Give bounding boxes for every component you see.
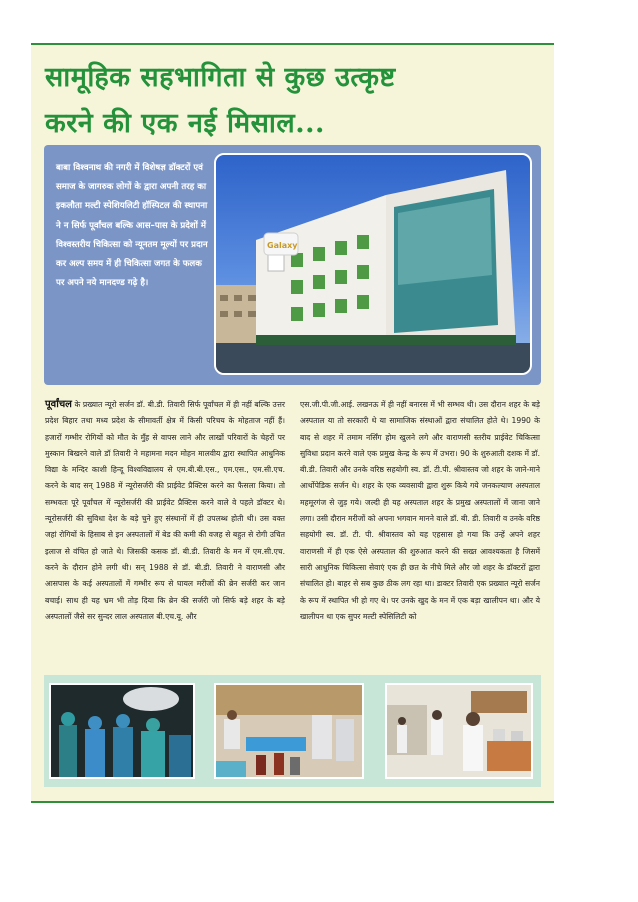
building-illustration [216, 155, 530, 373]
surgery-team-photo [49, 683, 195, 779]
pathology-lab-photo [385, 683, 533, 779]
article-body [45, 397, 540, 677]
article-left-text: के प्रख्यात न्यूरो सर्जन डॉ. बी.डी. तिवारी सिर्फ पूर्वांचल में ही नहीं बल्कि उत्तर प्रदेश बिहार तथा मध्य प्रदेश के सीमावर्ती क्षेत्र में किसी परिचय के मोहताज नहीं हैं। हजारों गम्भीर रोगियों को मौत के मुँह से वापस लाने और लाखों परिवारों के चेहरों पर मुस्कान बिखरने वाले डॉ तिवारी ने महामना मदन मोहन मालवीय द्वारा स्थापित आधुनिक विद्या के मन्दिर काशी हिन्दू विश्वविद्यालय से एम.बी.बी.एस., एम.एस., एम.सी.एच. करने के बाद सन् 1988 में न्यूरोसर्जरी की प्राईवेट प्रैक्टिस करने का फैसला किया। तो सम्भवतः पूरे पूर्वांचल में न्यूरोसर्जरी की प्राईवेट प्रैक्टिस करने वाले वे पहले डॉक्टर थे। न्यूरोसर्जरी की सुविधा देश के बड़े चुने हुए संस्थानों में ही उपलब्ध होती थी। उस वक्त जहां रोगियों के हिसाब से इन अस्पतालों में बेड की कमी की वजह से बहुत से रोगी उचित इलाज से वंचित हो जाते थे। जिसकी कसक डॉ. बी.डी. तिवारी के मन में एम.सी.एच. करने के दौरान होने लगी थी। सन् 1988 से डॉ. बी.डी. तिवारी ने वाराणसी और आसपास के कई अस्पतालों में गम्भीर रूप से घायल मरीजों की ब्रेन सर्जरी कर जान बचाई। साथ ही यह भ्रम भी तोड़ दिया कि ब्रेन की सर्जरी जो सिर्फ बड़े शहर के बड़े अस्पतालों जैसे सर सुन्दर लाल अस्पताल बी.एच.यू. और [45, 400, 285, 621]
magazine-page [31, 43, 554, 803]
headline-line-1: सामूहिक सहभागिता से कुछ उत्कृष्ट [45, 62, 396, 93]
intro-panel [44, 145, 541, 385]
article-lead-word: पूर्वांचल [45, 399, 72, 410]
hospital-building-photo [214, 153, 532, 375]
article-column-right: एस.जी.पी.जी.आई. लखनऊ में ही नहीं बनारस में भी सम्भव थी। उस दौरान शहर के बड़े अस्पताल या तो सरकारी थे या सामाजिक संस्थाओं द्वारा संचालित होते थे। 1990 के बाद से शहर में तमाम नर्सिंग होम खुलने लगे और वाराणसी स्तरीय प्राईवेट चिकित्सा सुविधा प्रदान करने वाले एक प्रमुख केन्द्र के रूप में उभरा। 90 के शुरुआती दशक में डॉ. बी.डी. तिवारी और उनके वरिष्ठ सहयोगी स्व. डॉ. टी.पी. श्रीवास्तव जो शहर के जाने-माने आर्थोपेडिक सर्जन थे। शहर के एक व्यवसायी द्वारा शुरू किये गये जनकल्याण अस्पताल महमूरगंज से जुड़ गये। जल्दी ही यह अस्पताल शहर के प्रमुख अस्पतालों में जाना जाने लगा। उसी दौरान मरीजों को अपना भगवान मानने वाले डॉ. बी. डी. तिवारी व उनके वरिष्ठ सहयोगी स्व. डॉ. टी. पी. श्रीवास्तव को यह एहसास हो गया कि उन्हें अपने शहर वाराणसी में ही एक ऐसे अस्पताल की शुरुआत करने की सख्त आवश्यकता है जिसमें सारी आधुनिक चिकित्सा सेवाएं एक ही छत के नीचे मिले और जो शहर के डॉक्टरों द्वारा संचालित हो। बाहर से सब कुछ ठीक लग रहा था। डाक्टर तिवारी एक प्रख्यात न्यूरो सर्जन के रूप में स्थापित भी हो गए थे। पर उनके खुद के मन में एक बड़ा खालीपन था। और ये खालीपन था एक सुपर मल्टी स्पेसिलिटी को [300, 400, 540, 621]
building-sign: Galaxy [267, 241, 298, 250]
photo-strip [44, 675, 541, 787]
article-column-left [45, 397, 285, 625]
headline [45, 55, 545, 147]
dialysis-room-photo [214, 683, 364, 779]
intro-text: बाबा विश्वनाथ की नगरी में विशेषज्ञ डॉक्टरों एवं समाज के जागरुक लोगों के द्वारा अपनी तरह का इकलौता मल्टी स्पेशियलिटी हॉस्पिटल की स्थापना ने न सिर्फ पूर्वांचल बल्कि आस–पास के प्रदेशों में विश्वस्तरीय चिकित्सा को न्यूनतम मूल्यों पर प्रदान कर अल्प समय में ही चिकित्सा जगत के फलक पर अपने नये मानदण्ड गढ़े है। [56, 163, 208, 289]
headline-line-2: करने की एक नई मिसाल... [45, 108, 325, 139]
